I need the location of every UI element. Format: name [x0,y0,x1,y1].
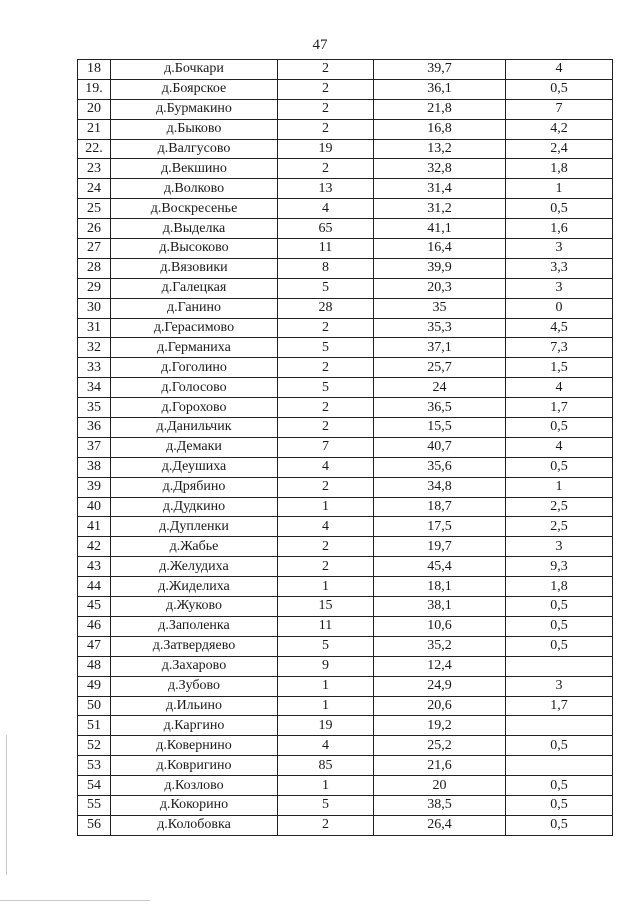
table-row [78,298,613,318]
cell-settlement-name: д.Горохово [111,398,278,418]
cell-row-number: 21 [78,119,111,139]
cell-settlement-name: д.Галецкая [111,278,278,298]
cell-value-col-5: 4 [506,437,613,457]
cell-value-col-4: 38,1 [374,597,506,617]
cell-settlement-name: д.Затвердяево [111,636,278,656]
cell-settlement-name: д.Захарово [111,656,278,676]
cell-value-col-3: 19 [278,139,374,159]
cell-row-number: 20 [78,99,111,119]
cell-settlement-name: д.Волково [111,179,278,199]
cell-settlement-name: д.Дрябино [111,477,278,497]
cell-settlement-name: д.Демаки [111,437,278,457]
cell-settlement-name: д.Жуково [111,597,278,617]
cell-value-col-5: 1 [506,477,613,497]
cell-value-col-5: 1,6 [506,219,613,239]
cell-value-col-5 [506,656,613,676]
cell-row-number: 29 [78,278,111,298]
cell-row-number: 35 [78,398,111,418]
cell-value-col-3: 1 [278,696,374,716]
page-number: 47 [312,37,328,53]
cell-value-col-4: 12,4 [374,656,506,676]
cell-settlement-name: д.Быково [111,119,278,139]
cell-value-col-4: 41,1 [374,219,506,239]
cell-settlement-name: д.Заполенка [111,616,278,636]
cell-row-number: 31 [78,318,111,338]
table-row [78,338,613,358]
cell-settlement-name: д.Голосово [111,378,278,398]
cell-value-col-3: 5 [278,278,374,298]
cell-value-col-4: 20,3 [374,278,506,298]
cell-value-col-3: 1 [278,776,374,796]
cell-value-col-3: 2 [278,79,374,99]
table-row [78,418,613,438]
cell-value-col-5: 2,5 [506,497,613,517]
cell-value-col-4: 39,7 [374,60,506,80]
table-row [78,616,613,636]
cell-value-col-5: 4 [506,60,613,80]
table-row [78,756,613,776]
cell-value-col-3: 28 [278,298,374,318]
cell-row-number: 48 [78,656,111,676]
cell-row-number: 50 [78,696,111,716]
cell-row-number: 19. [78,79,111,99]
cell-value-col-4: 24 [374,378,506,398]
cell-value-col-3: 4 [278,517,374,537]
table-row [78,159,613,179]
cell-row-number: 18 [78,60,111,80]
table-row [78,139,613,159]
cell-value-col-3: 2 [278,398,374,418]
cell-row-number: 33 [78,358,111,378]
cell-row-number: 54 [78,776,111,796]
scan-artifact-bottom [0,900,150,901]
cell-row-number: 51 [78,716,111,736]
table-row [78,537,613,557]
cell-settlement-name: д.Гоголино [111,358,278,378]
cell-value-col-4: 35,6 [374,457,506,477]
cell-value-col-4: 20,6 [374,696,506,716]
cell-value-col-3: 4 [278,199,374,219]
cell-value-col-5: 0 [506,298,613,318]
cell-value-col-5: 0,5 [506,597,613,617]
cell-value-col-5: 4,5 [506,318,613,338]
cell-row-number: 38 [78,457,111,477]
cell-value-col-4: 16,8 [374,119,506,139]
cell-value-col-4: 35,3 [374,318,506,338]
cell-value-col-4: 40,7 [374,437,506,457]
cell-value-col-5: 1 [506,179,613,199]
table-row [78,517,613,537]
cell-row-number: 43 [78,557,111,577]
cell-row-number: 26 [78,219,111,239]
cell-value-col-3: 2 [278,815,374,835]
cell-value-col-4: 31,4 [374,179,506,199]
cell-value-col-3: 4 [278,736,374,756]
cell-row-number: 41 [78,517,111,537]
cell-value-col-3: 5 [278,795,374,815]
cell-value-col-5: 7 [506,99,613,119]
cell-value-col-3: 2 [278,99,374,119]
cell-settlement-name: д.Желудиха [111,557,278,577]
cell-settlement-name: д.Каргино [111,716,278,736]
cell-settlement-name: д.Бочкари [111,60,278,80]
cell-settlement-name: д.Ковернино [111,736,278,756]
cell-value-col-3: 2 [278,418,374,438]
cell-value-col-3: 2 [278,318,374,338]
table-row [78,557,613,577]
cell-settlement-name: д.Кокорино [111,795,278,815]
cell-settlement-name: д.Жиделиха [111,577,278,597]
cell-value-col-3: 65 [278,219,374,239]
cell-settlement-name: д.Герасимово [111,318,278,338]
cell-value-col-3: 11 [278,616,374,636]
scan-artifact-left [6,735,7,875]
cell-value-col-4: 19,2 [374,716,506,736]
cell-value-col-3: 2 [278,537,374,557]
cell-value-col-5: 0,5 [506,736,613,756]
cell-settlement-name: д.Германиха [111,338,278,358]
cell-row-number: 23 [78,159,111,179]
cell-settlement-name: д.Валгусово [111,139,278,159]
cell-value-col-4: 38,5 [374,795,506,815]
cell-row-number: 34 [78,378,111,398]
cell-value-col-5: 4,2 [506,119,613,139]
table-row [78,179,613,199]
cell-value-col-3: 8 [278,258,374,278]
cell-value-col-4: 21,6 [374,756,506,776]
cell-row-number: 40 [78,497,111,517]
cell-row-number: 28 [78,258,111,278]
cell-value-col-5: 3 [506,278,613,298]
cell-value-col-5: 1,7 [506,696,613,716]
cell-value-col-5: 0,5 [506,79,613,99]
cell-value-col-3: 7 [278,437,374,457]
cell-value-col-4: 37,1 [374,338,506,358]
table-row [78,378,613,398]
cell-value-col-5: 1,7 [506,398,613,418]
cell-value-col-5: 7,3 [506,338,613,358]
cell-value-col-3: 1 [278,577,374,597]
cell-value-col-4: 35 [374,298,506,318]
cell-value-col-4: 35,2 [374,636,506,656]
cell-settlement-name: д.Ильино [111,696,278,716]
cell-row-number: 46 [78,616,111,636]
table-row [78,795,613,815]
table-row [78,219,613,239]
table-row [78,398,613,418]
cell-value-col-3: 5 [278,378,374,398]
table-row [78,258,613,278]
table-row [78,457,613,477]
cell-value-col-5: 2,4 [506,139,613,159]
cell-settlement-name: д.Данильчик [111,418,278,438]
cell-value-col-5: 3 [506,537,613,557]
cell-settlement-name: д.Выделка [111,219,278,239]
cell-settlement-name: д.Дудкино [111,497,278,517]
table-row [78,318,613,338]
cell-settlement-name: д.Высоково [111,239,278,259]
cell-value-col-3: 15 [278,597,374,617]
cell-settlement-name: д.Ковригино [111,756,278,776]
cell-value-col-5: 0,5 [506,795,613,815]
cell-value-col-4: 32,8 [374,159,506,179]
cell-value-col-5: 0,5 [506,815,613,835]
cell-value-col-4: 15,5 [374,418,506,438]
cell-value-col-3: 4 [278,457,374,477]
cell-value-col-3: 2 [278,477,374,497]
cell-value-col-4: 21,8 [374,99,506,119]
table-row [78,577,613,597]
cell-row-number: 44 [78,577,111,597]
table-row [78,636,613,656]
cell-settlement-name: д.Козлово [111,776,278,796]
cell-row-number: 52 [78,736,111,756]
cell-value-col-4: 25,2 [374,736,506,756]
cell-row-number: 56 [78,815,111,835]
cell-row-number: 47 [78,636,111,656]
table-row [78,696,613,716]
table-row [78,776,613,796]
cell-value-col-5 [506,716,613,736]
cell-row-number: 39 [78,477,111,497]
cell-value-col-3: 13 [278,179,374,199]
cell-row-number: 30 [78,298,111,318]
cell-value-col-5: 3 [506,676,613,696]
cell-value-col-4: 36,5 [374,398,506,418]
cell-value-col-5: 4 [506,378,613,398]
cell-value-col-3: 85 [278,756,374,776]
cell-value-col-5: 0,5 [506,636,613,656]
table-body [78,60,613,836]
cell-value-col-4: 18,1 [374,577,506,597]
cell-value-col-4: 36,1 [374,79,506,99]
table-row [78,79,613,99]
table-row [78,716,613,736]
cell-settlement-name: д.Бурмакино [111,99,278,119]
settlements-table [77,59,613,836]
table-row [78,477,613,497]
cell-value-col-4: 31,2 [374,199,506,219]
cell-value-col-4: 10,6 [374,616,506,636]
cell-row-number: 42 [78,537,111,557]
table-row [78,736,613,756]
cell-row-number: 22. [78,139,111,159]
cell-value-col-3: 1 [278,497,374,517]
cell-value-col-5: 1,8 [506,577,613,597]
cell-settlement-name: д.Жабье [111,537,278,557]
table-row [78,358,613,378]
cell-row-number: 37 [78,437,111,457]
cell-value-col-4: 13,2 [374,139,506,159]
cell-value-col-3: 2 [278,159,374,179]
cell-value-col-4: 16,4 [374,239,506,259]
cell-value-col-5: 9,3 [506,557,613,577]
table-row [78,60,613,80]
cell-settlement-name: д.Воскресенье [111,199,278,219]
cell-row-number: 45 [78,597,111,617]
cell-row-number: 25 [78,199,111,219]
cell-settlement-name: д.Боярское [111,79,278,99]
table-row [78,676,613,696]
table-row [78,597,613,617]
cell-value-col-5: 0,5 [506,776,613,796]
cell-row-number: 32 [78,338,111,358]
cell-value-col-3: 2 [278,60,374,80]
cell-value-col-5: 1,8 [506,159,613,179]
table-row [78,199,613,219]
cell-settlement-name: д.Дупленки [111,517,278,537]
cell-value-col-5: 0,5 [506,616,613,636]
table-row [78,99,613,119]
cell-value-col-5: 2,5 [506,517,613,537]
cell-value-col-3: 2 [278,358,374,378]
cell-value-col-3: 11 [278,239,374,259]
cell-value-col-4: 24,9 [374,676,506,696]
cell-row-number: 49 [78,676,111,696]
cell-value-col-3: 2 [278,119,374,139]
cell-settlement-name: д.Ганино [111,298,278,318]
cell-value-col-3: 5 [278,636,374,656]
cell-settlement-name: д.Зубово [111,676,278,696]
cell-row-number: 53 [78,756,111,776]
cell-value-col-4: 25,7 [374,358,506,378]
cell-row-number: 27 [78,239,111,259]
cell-settlement-name: д.Колобовка [111,815,278,835]
table-row [78,656,613,676]
cell-value-col-3: 19 [278,716,374,736]
cell-value-col-3: 9 [278,656,374,676]
cell-value-col-5: 3 [506,239,613,259]
cell-value-col-5: 0,5 [506,457,613,477]
cell-value-col-4: 20 [374,776,506,796]
cell-value-col-4: 17,5 [374,517,506,537]
cell-settlement-name: д.Деушиха [111,457,278,477]
table-row [78,437,613,457]
cell-value-col-3: 5 [278,338,374,358]
cell-value-col-4: 26,4 [374,815,506,835]
cell-value-col-5: 0,5 [506,418,613,438]
cell-row-number: 55 [78,795,111,815]
cell-row-number: 36 [78,418,111,438]
cell-value-col-4: 19,7 [374,537,506,557]
cell-value-col-5: 3,3 [506,258,613,278]
cell-value-col-5 [506,756,613,776]
table-row [78,815,613,835]
table-row [78,119,613,139]
cell-settlement-name: д.Векшино [111,159,278,179]
cell-row-number: 24 [78,179,111,199]
table-row [78,497,613,517]
cell-value-col-4: 34,8 [374,477,506,497]
cell-value-col-3: 1 [278,676,374,696]
cell-value-col-3: 2 [278,557,374,577]
cell-settlement-name: д.Вязовики [111,258,278,278]
cell-value-col-4: 45,4 [374,557,506,577]
cell-value-col-4: 18,7 [374,497,506,517]
cell-value-col-4: 39,9 [374,258,506,278]
table-row [78,278,613,298]
cell-value-col-5: 0,5 [506,199,613,219]
table-row [78,239,613,259]
cell-value-col-5: 1,5 [506,358,613,378]
